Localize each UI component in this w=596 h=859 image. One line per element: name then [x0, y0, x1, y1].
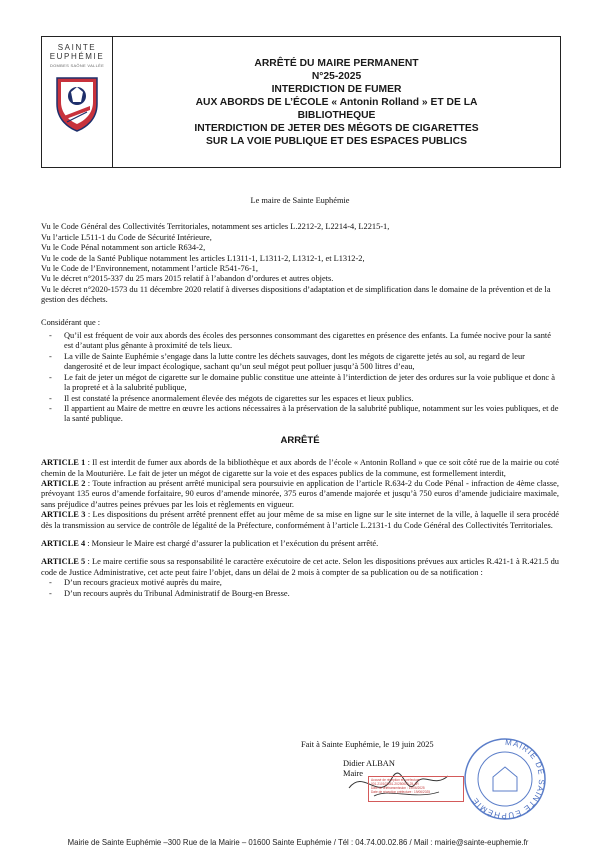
reference-line: Vu le Code Pénal notamment son article R634-2,: [41, 243, 206, 253]
article-1: [41, 458, 559, 479]
recours-item: - D’un recours auprès du Tribunal Administratif de Bourg-en Bresse.: [41, 589, 559, 599]
article-3: [41, 510, 559, 531]
recours-item: - D’un recours gracieux motivé auprès du maire,: [41, 578, 559, 588]
title-line: BIBLIOTHEQUE: [297, 109, 376, 121]
article-text: : Les dispositions du présent arrêté prennent effet au jour même de sa mise en ligne sur le site internet de la ville, à laquelle il sera procédé dès la transmission au service de contrôle de légalité de la Préfecture, conformément à l’article L.2131-1 du Code Général des Collectivités Territoriales.: [41, 510, 559, 530]
receipt-line: Date de réception préfecture : 19/06/2025: [371, 790, 431, 794]
article-label: ARTICLE 1: [41, 458, 86, 468]
considerant-item: - Qu’il est fréquent de voir aux abords des écoles des personnes consommant des cigarettes en présence des enfants. La fumée nocive pour la santé est d’autant plus gênante à proximité de tels lieux.: [41, 331, 559, 352]
article-label: ARTICLE 4: [41, 538, 86, 548]
article-label: ARTICLE 5: [41, 557, 86, 567]
logo-name-line2: EUPHÉMIE: [49, 52, 105, 61]
intro-line: Le maire de Sainte Euphémie: [250, 196, 350, 205]
article-text: : Le maire certifie sous sa responsabilité le caractère exécutoire de cet acte. Selon les dispositions prévues aux articles R.421-1 à R.421.5 du code de Justice Administrative, cet acte peut faire l’objet, dans un délai de 2 mois à compter de sa publication ou de sa notification :: [41, 557, 559, 577]
article-5: [41, 557, 559, 578]
title-line: SUR LA VOIE PUBLIQUE ET DES ESPACES PUBLICS: [206, 135, 467, 147]
receipt-line: Date de télétransmission : 19/06/2025: [371, 786, 425, 790]
considerant-list: [41, 331, 559, 425]
mayor-name: Didier ALBAN: [343, 758, 395, 768]
title-line: INTERDICTION DE JETER DES MÉGOTS DE CIGARETTES: [194, 122, 479, 134]
receipt-line: 001-210103651-20250619-25-AR: [371, 782, 419, 786]
article-label: ARTICLE 3: [41, 510, 86, 520]
title-line: N°25-2025: [311, 70, 362, 82]
title-line: AUX ABORDS DE L’ÉCOLE « Antonin Rolland » ET DE LA: [195, 96, 478, 108]
recours-list: [41, 578, 559, 599]
official-stamp-icon: [463, 737, 547, 821]
title-line: ARRÊTÉ DU MAIRE PERMANENT: [254, 57, 419, 69]
article-text: : Il est interdit de fumer aux abords de la bibliothèque et aux abords de l’école « Antonin Rolland » que ce soit côté rue de la mairie ou coté chemin de la Mouturière. Le fait de jeter un mégot de cigarette sur la voie et des espaces publics de la commune, est formellement interdit,: [41, 458, 559, 478]
stamp-ring-text: MAIRIE DE SAINTE EUPHÉMIE: [470, 737, 547, 821]
place-date: Fait à Sainte Euphémie, le 19 juin 2025: [301, 740, 434, 749]
prefecture-receipt-box: [368, 776, 464, 802]
reference-line: Vu le Code de l’Environnement, notamment l’article R541-76-1,: [41, 264, 258, 274]
considerant-item: - Il est constaté la présence anormalement élevée des mégots de cigarettes sur les espaces et lieux publics.: [41, 394, 559, 404]
article-2: [41, 479, 559, 510]
reference-line: Vu le code de la Santé Publique notamment les articles L1311-1, L1311-2, L1312-1, et L1312-2,: [41, 253, 365, 263]
considerant-item: - Le fait de jeter un mégot de cigarette sur le domaine public constitue une atteinte à l’interdiction de jeter des ordures sur la voie publique et donc à la propreté et à la salubrité publique,: [41, 373, 559, 394]
decree-body: [41, 196, 559, 599]
svg-text:MAIRIE DE SAINTE EUPHÉMIE: [470, 738, 546, 820]
article-label: ARTICLE 2: [41, 478, 86, 488]
article-4: [41, 539, 559, 549]
municipal-logo: [42, 37, 113, 167]
arrete-heading: ARRÊTÉ: [280, 434, 320, 446]
reference-line: Vu l’article L511-1 du Code de Sécurité Intérieure,: [41, 232, 212, 242]
logo-name-line1: SAINTE: [57, 43, 97, 52]
considerant-item: - La ville de Sainte Euphémie s’engage dans la lutte contre les déchets sauvages, dont les mégots de cigarette jetés au sol, au regard de leur dangerosité et de leur impact écologique, sachant qu’un seul mégot peut polluer jusqu’à 500 litres d’eau,: [41, 352, 559, 373]
legal-references: [41, 222, 559, 305]
title-line: INTERDICTION DE FUMER: [271, 83, 402, 95]
logo-tagline: DOMBES SAÔNE VALLÉE: [49, 63, 105, 68]
considerant-heading: Considérant que :: [41, 317, 101, 327]
mayor-title: Maire: [343, 769, 363, 779]
reference-line: Vu le décret n°2020-1573 du 11 décembre 2020 relatif à diverses dispositions d’adaptation et de simplification dans le domaine de la prévention et de la gestion des déchets.: [41, 284, 551, 305]
page-footer: Mairie de Sainte Euphémie –300 Rue de la Mairie – 01600 Sainte Euphémie / Tél : 04.74.00.02.86 / Mail : mairie@sainte-euphemie.fr: [67, 838, 529, 847]
receipt-line: Accusé de réception en préfecture: [371, 778, 420, 782]
decree-title-block: [113, 37, 560, 167]
considerant-item: - Il appartient au Maire de mettre en œuvre les actions nécessaires à la préservation de la salubrité publique, notamment sur les voies publiques, et de la santé publique.: [41, 404, 559, 425]
document-header: [41, 36, 561, 168]
article-text: : Monsieur le Maire est chargé d’assurer la publication et l’exécution du présent arrêté.: [85, 538, 379, 548]
reference-line: Vu le décret n°2015-337 du 25 mars 2015 relatif à l’abandon d’ordures et autres objets.: [41, 274, 334, 284]
article-text: : Toute infraction au présent arrêté municipal sera poursuivie en application de l’article R.634-2 du Code Pénal - infraction de 4ème classe, prévoyant 135 euros d’amende forfaitaire, 90 euros d’amende minorée, 375 euros d’amende majorée et jusqu’à 750 euros d’amende judiciaire maximale, sans préjudice d’autres peines prévues par les lois et règlements en vigueur.: [41, 478, 559, 509]
coat-of-arms-icon: [55, 76, 99, 132]
reference-line: Vu le Code Général des Collectivités Territoriales, notamment ses articles L.2212-2, L2214-4, L2215-1,: [41, 222, 390, 232]
